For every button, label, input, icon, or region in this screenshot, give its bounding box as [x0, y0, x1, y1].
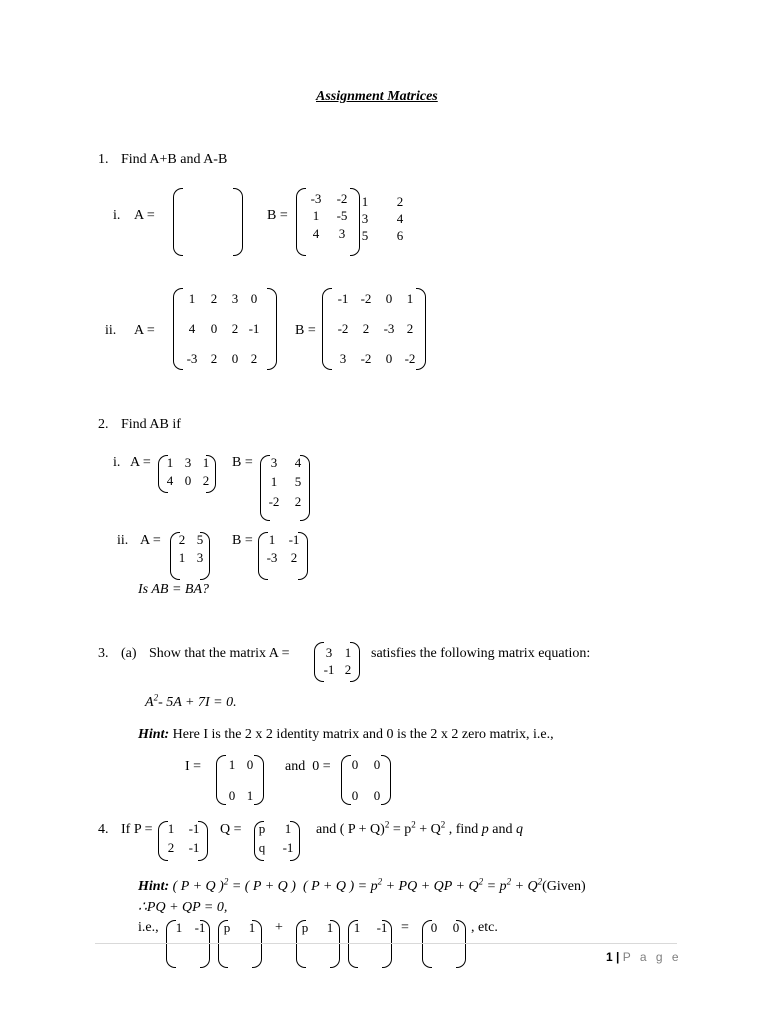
matrix-cell: -1	[248, 321, 260, 336]
q4-matrix-q	[254, 821, 300, 861]
footer-divider	[95, 943, 677, 944]
q1-text: Find A+B and A-B	[121, 152, 228, 167]
q3-i-label: I =	[185, 759, 202, 774]
q2-ii-label: ii.	[117, 533, 129, 548]
q2-question: Is AB = BA?	[138, 582, 210, 597]
q2-ii-a-label: A =	[140, 533, 161, 548]
matrix-cell: -2	[404, 351, 416, 366]
q1-i-matrix-a-right-bracket	[233, 188, 243, 256]
matrix-cell: -1	[188, 840, 200, 855]
q3-and-zero: and 0 =	[285, 759, 331, 774]
q1-number: 1.	[98, 152, 109, 167]
matrix-cell: 1	[188, 291, 196, 306]
q4-ie-matrix-2	[218, 920, 262, 968]
matrix-cell: -2	[268, 494, 280, 509]
q1-ii-matrix-b-left-bracket	[322, 288, 332, 370]
document-title: Assignment Matrices	[316, 89, 438, 104]
matrix-cell: 3	[325, 645, 333, 660]
q1-ii-label: ii.	[105, 323, 117, 338]
matrix-cell: 2	[167, 840, 175, 855]
matrix-cell: -1	[188, 821, 200, 836]
matrix-cell: 0	[228, 788, 236, 803]
matrix-cell: 2	[344, 662, 352, 677]
q1-i-matrix-a-left-bracket	[173, 188, 183, 256]
matrix-cell: -5	[336, 208, 348, 223]
q1-ii-a-label: A =	[134, 323, 155, 338]
matrix-cell: -3	[310, 191, 322, 206]
q2-ii-matrix-a	[170, 532, 210, 580]
q2-i-a-label: A =	[130, 455, 151, 470]
q1-i-a-label: A =	[134, 208, 155, 223]
q4-ie-matrix-1-left-bracket	[166, 920, 176, 968]
matrix-cell: 1	[246, 788, 254, 803]
matrix-cell: 2	[210, 291, 218, 306]
matrix-cell: p	[258, 821, 266, 836]
q3-identity-matrix-right-bracket	[254, 755, 264, 805]
matrix-cell: 3	[231, 291, 239, 306]
q4-matrix-p-left-bracket	[158, 821, 168, 861]
q3-matrix-a	[314, 642, 360, 682]
matrix-cell: 1	[344, 645, 352, 660]
q4-number: 4.	[98, 822, 109, 837]
matrix-cell: -1	[282, 840, 294, 855]
matrix-cell: 1	[248, 920, 256, 935]
matrix-cell: -1	[194, 920, 206, 935]
matrix-cell: -3	[266, 550, 278, 565]
matrix-cell: 0	[351, 788, 359, 803]
matrix-cell: 2	[362, 321, 370, 336]
q1-ii-matrix-b-right-bracket	[416, 288, 426, 370]
matrix-cell: 1	[268, 532, 276, 547]
matrix-cell: 1	[175, 920, 183, 935]
q3-zero-matrix-right-bracket	[381, 755, 391, 805]
matrix-cell: 1	[326, 920, 334, 935]
matrix-cell: 1	[284, 821, 292, 836]
q2-text: Find AB if	[121, 417, 181, 432]
matrix-cell: 0	[231, 351, 239, 366]
matrix-cell: 2	[290, 550, 298, 565]
q1-ii-matrix-b	[322, 288, 426, 370]
matrix-cell: -1	[288, 532, 300, 547]
q2-i-b-label: B =	[232, 455, 253, 470]
matrix-cell: 0	[385, 351, 393, 366]
q4-ie: i.e.,	[138, 920, 159, 935]
q4-ie-matrix-5	[422, 920, 466, 968]
matrix-cell: 1	[312, 208, 320, 223]
q1-i-matrix-b-left-bracket	[296, 188, 306, 256]
q2-i-label: i.	[113, 455, 121, 470]
q3-equation: $A^2-$ 5A + 7I = 0.	[145, 692, 237, 710]
q2-i-matrix-a	[158, 455, 216, 493]
matrix-cell: 4	[294, 455, 302, 470]
q4-ie-matrix-4	[348, 920, 392, 968]
page-number: 1	[606, 950, 613, 964]
matrix-cell: 3	[196, 550, 204, 565]
q4-plus: +	[275, 920, 283, 935]
matrix-cell: 0	[373, 788, 381, 803]
q4-etc: , etc.	[471, 920, 498, 935]
q2-number: 2.	[98, 417, 109, 432]
matrix-cell: -3	[383, 321, 395, 336]
q3-matrix-a-right-bracket	[350, 642, 360, 682]
q3-number: 3.	[98, 646, 109, 661]
q1-ii-matrix-a	[173, 288, 277, 370]
matrix-cell: 1	[270, 474, 278, 489]
matrix-cell: p	[301, 920, 309, 935]
matrix-cell: 2	[406, 321, 414, 336]
q2-ii-b-label: B =	[232, 533, 253, 548]
matrix-cell: 2	[250, 351, 258, 366]
page-footer	[606, 950, 682, 964]
q1-i-b-label: B =	[267, 208, 288, 223]
matrix-cell: 3	[184, 455, 192, 470]
matrix-cell: p	[223, 920, 231, 935]
q2-i-matrix-b	[260, 455, 310, 521]
matrix-cell: 1	[228, 757, 236, 772]
q3-part: (a)	[121, 646, 137, 661]
matrix-cell: -2	[360, 351, 372, 366]
matrix-cell: 3	[270, 455, 278, 470]
matrix-cell: 1	[178, 550, 186, 565]
q4-matrix-p-right-bracket	[198, 821, 208, 861]
matrix-cell: 2	[210, 351, 218, 366]
q3-zero-matrix-left-bracket	[341, 755, 351, 805]
matrix-cell: 0	[430, 920, 438, 935]
matrix-cell: 2	[294, 494, 302, 509]
matrix-cell: -1	[323, 662, 335, 677]
matrix-cell: 3	[361, 211, 369, 226]
matrix-cell: 1	[361, 194, 369, 209]
q4-equals: =	[401, 920, 409, 935]
footer-separator: |	[616, 950, 620, 964]
q3-identity-matrix	[216, 755, 264, 805]
q3-text: Show that the matrix A =	[149, 646, 290, 661]
matrix-cell: 6	[396, 228, 404, 243]
q4-condition: and ( $P + Q)^2 = p^2 + Q^2$ , find p and q	[316, 819, 524, 837]
matrix-cell: 3	[339, 351, 347, 366]
q1-i-matrix-b	[296, 188, 360, 256]
q1-i-matrix-b-right-bracket	[350, 188, 360, 256]
q4-ie-matrix-1	[166, 920, 210, 968]
q3-matrix-a-left-bracket	[314, 642, 324, 682]
matrix-cell: 5	[196, 532, 204, 547]
q3-text-after: satisfies the following matrix equation:	[371, 646, 591, 661]
matrix-cell: 1	[166, 455, 174, 470]
matrix-cell: 2	[178, 532, 186, 547]
matrix-cell: 3	[338, 226, 346, 241]
q3-hint: Hint: Here I is the 2 x 2 identity matrix and 0 is the 2 x 2 zero matrix, i.e.,	[138, 727, 554, 742]
matrix-cell: 1	[167, 821, 175, 836]
matrix-cell: 4	[166, 473, 174, 488]
q3-zero-matrix	[341, 755, 391, 805]
q2-ii-matrix-b-right-bracket	[298, 532, 308, 580]
matrix-cell: 0	[351, 757, 359, 772]
q4-ie-matrix-3	[296, 920, 340, 968]
matrix-cell: -2	[336, 191, 348, 206]
q1-ii-b-label: B =	[295, 323, 316, 338]
q1-ii-matrix-a-left-bracket	[173, 288, 183, 370]
q4-therefore: ∴PQ + QP = 0,	[138, 900, 228, 915]
matrix-cell: 0	[246, 757, 254, 772]
q2-ii-matrix-b	[258, 532, 308, 580]
matrix-cell: 5	[294, 474, 302, 489]
matrix-cell: -2	[360, 291, 372, 306]
matrix-cell: 0	[385, 291, 393, 306]
q4-matrix-p	[158, 821, 208, 861]
q1-i-matrix-a	[173, 188, 404, 256]
matrix-cell: 0	[250, 291, 258, 306]
matrix-cell: -1	[376, 920, 388, 935]
matrix-cell: -3	[186, 351, 198, 366]
matrix-cell: 0	[184, 473, 192, 488]
matrix-cell: 0	[452, 920, 460, 935]
page-word: P a g e	[622, 950, 682, 964]
matrix-cell: -2	[337, 321, 349, 336]
q3-identity-matrix-left-bracket	[216, 755, 226, 805]
q4-hint: Hint: ( P + Q )$^2$ = ( P + Q ) ( P + Q ) = $p^2$ + PQ + QP + $Q^2 = p^2$ + $Q^2(Given)$	[138, 876, 586, 894]
matrix-cell: 2	[231, 321, 239, 336]
matrix-cell: 2	[396, 194, 404, 209]
q2-i-matrix-b-left-bracket	[260, 455, 270, 521]
matrix-cell: 0	[210, 321, 218, 336]
matrix-cell: 4	[396, 211, 404, 226]
matrix-cell: 1	[202, 455, 210, 470]
matrix-cell: 2	[202, 473, 210, 488]
q4-q-label: Q =	[220, 822, 242, 837]
matrix-cell: q	[258, 840, 266, 855]
matrix-cell: 0	[373, 757, 381, 772]
matrix-cell: 1	[353, 920, 361, 935]
matrix-cell: 1	[406, 291, 414, 306]
matrix-cell: 4	[312, 226, 320, 241]
matrix-cell: -1	[337, 291, 349, 306]
matrix-cell: 4	[188, 321, 196, 336]
matrix-cell: 5	[361, 228, 369, 243]
q4-text: If P =	[121, 822, 153, 837]
q1-ii-matrix-a-right-bracket	[267, 288, 277, 370]
q1-i-label: i.	[113, 208, 121, 223]
